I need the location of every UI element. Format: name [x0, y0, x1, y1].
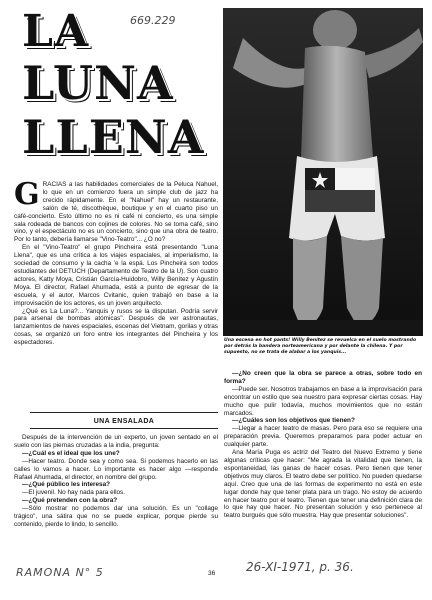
- question-objetivos: —¿Cuáles son los objetivos que tienen?: [232, 417, 355, 425]
- answer-ideal: —Hacer teatro. Donde sea y como sea. Si podemos hacerlo en las calles lo vamos a hacer. Lo importante es hacer algo —responde Rafael Ahumada, el director, en nombre del grupo.: [14, 457, 218, 481]
- article-left-column-2: [14, 434, 218, 529]
- paragraph-luna: ¿Qué es La Luna?... Yanquis y rusos se la disputan. Podría servir para arsenal de bombas atómicas". Después de ver astronautas, lanzamientos de naves espaciales, escenas del Vietnam, gorilas y otras cosas, se organizó un foro entre los integrantes del Pincheira y los espectadores.: [14, 307, 218, 347]
- answer-obra: —Sólo mostrar no podemos dar una solución. Es un "collage trágico", una sátira que no se puede explicar, porque pierde su contenido, pierde lo lindo, lo sencillo.: [14, 505, 218, 528]
- handwritten-catalog-number: 669.229: [130, 14, 176, 27]
- article-right-column: [224, 370, 422, 520]
- subhead-rule-top: [30, 412, 218, 413]
- page-number: 36: [208, 570, 216, 577]
- handwritten-date: 26-XI-1971, p. 36.: [246, 560, 354, 574]
- question-ideal: —¿Cuál es el ideal que los une?: [22, 449, 120, 457]
- question-obra: —¿Qué pretenden con la obra?: [22, 497, 118, 505]
- paragraph-intro: RACIAS a las habilidades comerciales de la Peluca Nahuel, lo que en un comienzo fuera un simple club de jazz ha crecido rápidamente. En el "Nahuel" hay un restaurante, salón de té, discothèque, boutique y en el cuarto piso un café-concierto. Esto último no es ni café ni concierto, es una simple sala rodeada de bancos con cojines de colores. No se toma café, sino vino, y el espectáculo no es un concierto, sino que una obra de teatro. Por lo tanto, debería llamarse "Vino-Teatro"... ¿O no?: [14, 181, 218, 244]
- drop-cap: G: [14, 177, 40, 212]
- performance-photo: [223, 8, 423, 336]
- question-publico: —¿Qué público les interesa?: [22, 481, 111, 489]
- article-left-column: [14, 177, 218, 347]
- paragraph-expert: Después de la intervención de un experto, un joven sentado en el suelo con las piernas cruzadas a la india, pregunta:: [14, 434, 218, 449]
- title-line-1: LA: [22, 6, 90, 57]
- question-forma: —¿No creen que la obra se parece a otras, sobre todo en forma?: [224, 370, 422, 385]
- answer-publico: —El juvenil. No hay nada para ellos.: [22, 489, 126, 497]
- paragraph-ana-maria-puga: Ana María Puga es actriz del Teatro del Nuevo Extremo y tiene algunas críticas que hacer: "Me agrada la vitalidad que tienen, la espontaneidad, las ganas de hacer cosas. Pero tienen que tener objetivos muy claros. El teatro debe ser político. No pueden quedarse aquí. Creo que una de las formas de experimento no está en este lugar donde hay que tener plata para un trago. No estoy de acuerdo en hacer teatro por el teatro. Tienen que tener una definición clara de lo que hay que hacer. No presentan solución y eso pertenece al teatro burgués que sólo muestra. Hay que presentar soluciones".: [224, 449, 422, 520]
- answer-objetivos: —Llegar a hacer teatro de masas. Pero para eso se requiere una preparación previa. Queremos prepararnos para poder actuar en cualquier parte.: [224, 425, 422, 449]
- handwritten-source: RAMONA N° 5: [16, 566, 104, 579]
- performer-illustration: [223, 8, 423, 336]
- paragraph-vino-teatro: En el "Vino-Teatro" el grupo Pincheira está presentando "Luna Llena", que es una crítica a los viajes espaciales, al imperialismo, la sociedad de consumo y la cacha 'e la espá. Los Pincheira son todos estudiantes del DETUCH (Departamento de Teatro de la U). Son cuatro actores, Katty Moya, Cristián García-Huidobro, Willy Benítez y Agustín Moya. El director, Rafael Ahumada, está a punto de egresar de la escuela, y el autor, Marcos Cvitanic, quien trabajó en base a la improvisación de los actores, es un joven arquitecto.: [14, 244, 218, 307]
- title-line-2: LUNA: [22, 56, 174, 110]
- answer-forma: —Puede ser. Nosotros trabajamos en base a la improvisación para encontrar un estilo que sea nuestro para expresar ciertas cosas. Hay mucho que pulir todavía, muchos movimientos que no están marcados.: [224, 385, 422, 417]
- photo-caption: Una escena en hot pants! Willy Benítez se revuelca en el suelo mostrando por detrás la bandera norteamericana y por delante la chilena. Y por supuesto, no se trata de alabar a los yanquis...: [224, 338, 417, 355]
- title-line-3: LLENA: [22, 110, 205, 164]
- section-subhead: UNA ENSALADA: [93, 418, 155, 425]
- subhead-rule-bottom: [30, 428, 218, 429]
